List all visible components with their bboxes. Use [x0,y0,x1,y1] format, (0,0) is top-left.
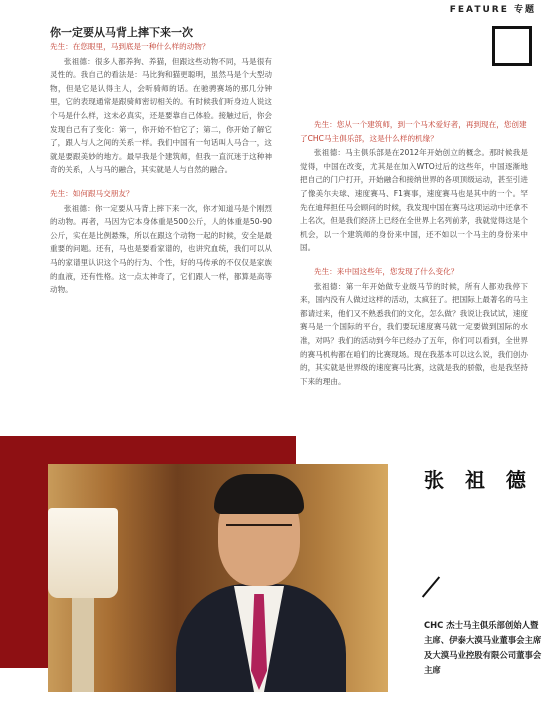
lamp-shade [48,508,118,598]
lamp-base [72,598,94,692]
interview-question: 先生：如何跟马交朋友？ [50,188,134,198]
page-header [0,0,550,20]
section-label: FEATURE 专题 [449,5,536,15]
interview-answer: 张祖德：很多人都养狗、养猫，但跟这些动物不同，马是很有灵性的。我自己的看法是：马比狗和猫更聪明，虽然马是个大型动物，但是它是认得主人，会听骑师的话。在驰骋赛场的那几分钟里，它的表现通常是跟骑师密切相关的。有时候我们听身边人说这个马是什么样，这未必真实，还是要靠自己体验。接触过后，你会发现自己有了变化：第一，你开始不怕它了；第二，你开始了解它了，跟人与人之间的关系一样。我们中国有一句话叫人马合一，这就是要跟美妙的地方。最早我是个建筑师，但我一直沉迷于这种神奇的关系，人与马的融合，其实就是人与自然的融合。 [50,56,272,175]
interview-answer: 张祖德：马主俱乐部是在2012年开始创立的概念。那时候我是觉得，中国在改变，尤其是在加入WTO过后的这些年，中国逐渐地把自己的门户打开，开始融合和接纳世界的各项顶级运动，甚至引进了像美尔夫球、速度赛马、F1赛事，速度赛马也是其中的一个。罕先在迪拜担任马会顾问的时候，我发现中国在赛马这项运动中还拿不上名次，但是我们经济上已经在全世界上名列前茅，我就觉得这是个机会，以一个建筑师的身份来中国，还不如以一个马主的身份来中国。 [300,148,528,253]
left-column [50,40,272,307]
interview-answer: 张祖德：你一定要从马背上摔下来一次，你才知道马是个刚烈的动物。再者，马因为它本身体重是500公斤，人的体重是50-90公斤，实在是比例悬殊，所以在跟这个动物一起的时候，安全是最重要的问题。还有，马也是要看家谱的，也讲究血统，我们可以从马的家谱里认识这个马的行为、个性，好的马传承的不仅仅是家族的血液，还有性格。这一点太神奇了，它们跟人一样，都算是高等动物。 [50,203,272,295]
portrait-photo [48,464,388,692]
glasses [226,524,292,540]
interview-question: 先生：您从一个建筑师，到一个马术爱好者，再到现在，您创建了CHC马主俱乐部，这是什么样的机缘？ [300,120,527,143]
right-column [300,118,528,398]
interview-question: 先生：来中国这些年，您发现了什么变化？ [314,266,459,276]
person-caption: CHC 杰士马主俱乐部创始人暨主席、伊泰大漠马业董事会主席及大漠马业控股有限公司董事会主席 [424,620,542,675]
interview-answer: 张祖德：第一年开始做专业级马节的时候，所有人都劝我停下来，国内没有人做过这样的活动，太疯狂了。把国际上最著名的马主都请过来，他们又不熟悉我们的文化，怎么做？我说让我试试，速度赛马是一个国际的平台，我们要玩速度赛马就一定要做到国际的水准，对吗？我们的活动到今年已经办了五年，你们可以看到，全世界的赛马机构都在咱们的比赛现场。现在我基本可以这么说，我们创办的，其实就是世界级的速度赛马比赛，这就是我的骄傲，也是我坚持下来的理由。 [300,281,528,386]
person-name: 张 祖 德 [424,468,533,492]
article-title: 你一定要从马背上摔下来一次 [50,26,193,39]
interview-question: 先生：在您眼里，马到底是一种什么样的动物？ [50,42,210,51]
slash-divider [422,576,440,597]
decorative-square [492,26,532,66]
hair [214,474,304,514]
